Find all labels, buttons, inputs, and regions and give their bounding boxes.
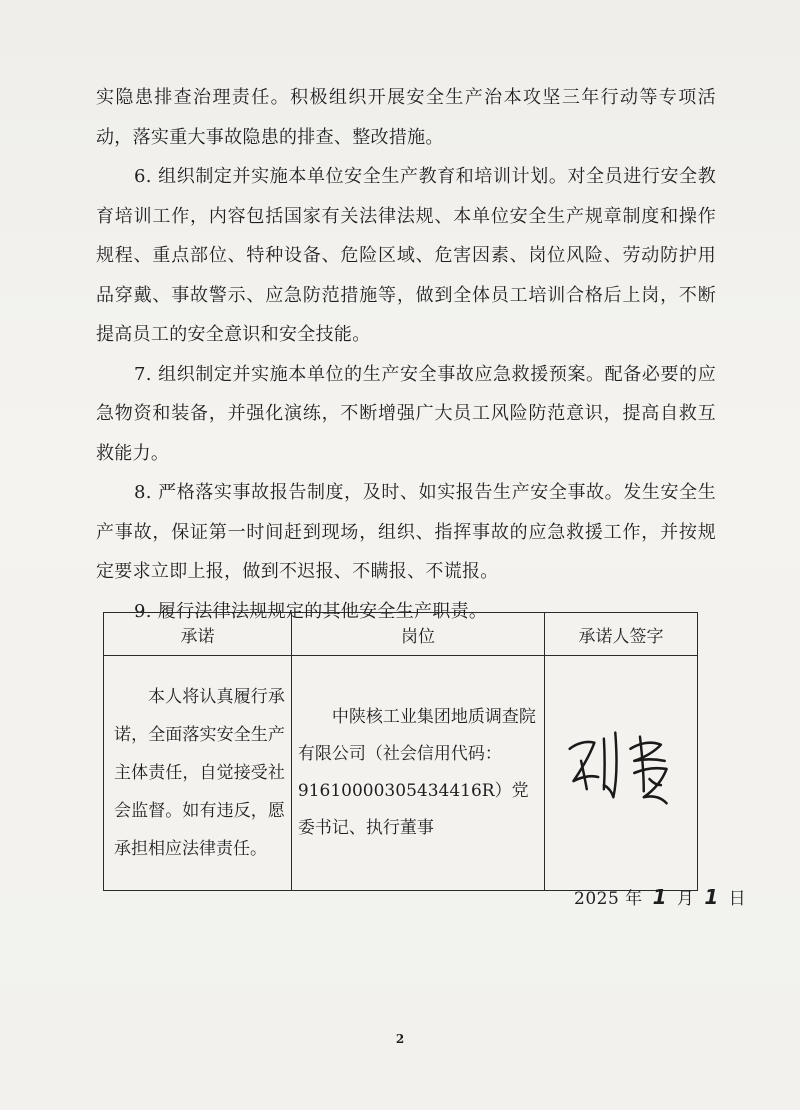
paragraph-item-9: 9. 履行法律法规规定的其他安全生产职责。: [134, 600, 488, 622]
post-text: 中陕核工业集团地质调查院有限公司（社会信用代码：91610000305434416R）党委书记、执行董事: [297, 707, 536, 838]
table-header-row: [104, 613, 698, 656]
table-row: [104, 656, 698, 891]
paragraph-continuation: 实隐患排查治理责任。积极组织开展安全生产治本攻坚三年行动等专项活动，落实重大事故隐患的排查、整改措施。: [96, 87, 716, 148]
paragraph-item-7: 7. 组织制定并实施本单位的生产安全事故应急救援预案。配备必要的应急物资和装备，并强化演练，不断增强广大员工风险防范意识，提高自救互救能力。: [96, 363, 716, 464]
date-year: 2025: [574, 889, 620, 909]
signature-cell: [545, 656, 698, 891]
pledge-table: [103, 612, 698, 891]
date-month: 1: [652, 885, 667, 909]
date-line: [574, 884, 746, 909]
body-text: [96, 78, 716, 631]
date-day: 1: [704, 885, 719, 909]
paragraph-item-6: 6. 组织制定并实施本单位安全生产教育和培训计划。对全员进行安全教育培训工作，内容包括国家有关法律法规、本单位安全生产规章制度和操作规程、重点部位、特种设备、危险区域、危害因素、岗位风险、劳动防护用品穿戴、事故警示、应急防范措施等，做到全体员工培训合格后上岗，不断提高员工的安全意识和安全技能。: [96, 166, 716, 345]
header-signature: 承诺人签字: [545, 613, 698, 656]
header-post: 岗位: [291, 613, 544, 656]
date-month-unit: 月: [676, 889, 695, 909]
post-cell: [291, 656, 544, 891]
date-year-unit: 年: [625, 889, 643, 909]
pledge-text: 本人将认真履行承诺，全面落实安全生产主体责任，自觉接受社会监督。如有违反，愿承担相应法律责任。: [114, 687, 285, 859]
page-number: 2: [395, 1032, 405, 1046]
date-day-unit: 日: [728, 889, 747, 909]
pledge-cell: [104, 656, 292, 891]
paragraph-item-8: 8. 严格落实事故报告制度，及时、如实报告生产安全事故。发生安全生产事故，保证第一时间赶到现场，组织、指挥事故的应急救援工作，并按规定要求立即上报，做到不迟报、不瞒报、不谎报。: [96, 482, 716, 582]
handwritten-signature: [545, 656, 697, 890]
header-pledge: 承诺: [104, 613, 292, 656]
